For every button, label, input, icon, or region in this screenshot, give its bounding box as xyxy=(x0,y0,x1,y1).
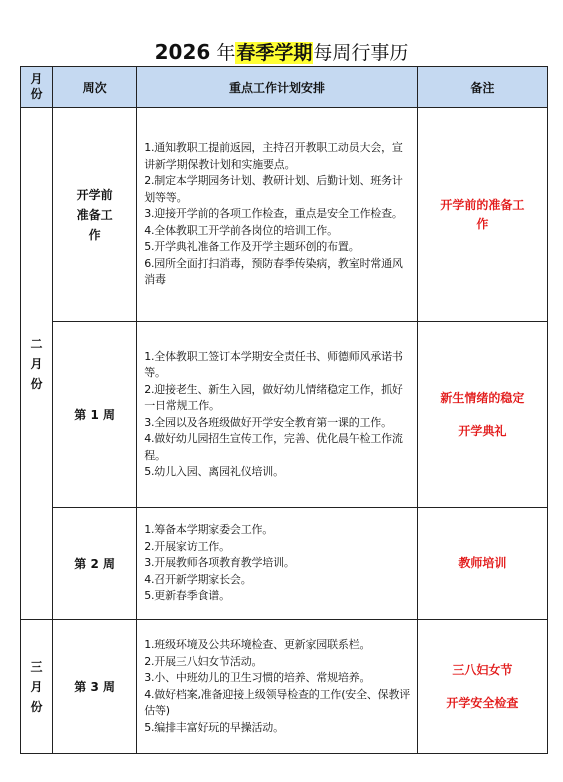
plan-item: 2.开展家访工作。 xyxy=(144,539,230,553)
note-cell xyxy=(417,322,547,508)
note-cell xyxy=(417,620,547,754)
note-cell xyxy=(417,108,547,322)
week-cell: 第 2 周 xyxy=(53,508,137,620)
header-week: 周次 xyxy=(53,67,137,108)
month-cell-mar: 三月份 xyxy=(21,620,53,754)
table-row xyxy=(21,108,548,322)
plan-item: 4.做好档案,准备迎接上级领导检查的工作(安全、保教评估等) xyxy=(144,687,411,717)
week-cell: 开学前准备工作 xyxy=(53,108,137,322)
table-header-row xyxy=(21,67,548,108)
month-cell-feb: 二月份 xyxy=(21,108,53,620)
table-row xyxy=(21,508,548,620)
plan-item: 3.全园以及各班级做好开学安全教育第一课的工作。 xyxy=(144,415,392,429)
plan-item: 2.迎接老生、新生入园，做好幼儿情绪稳定工作，抓好一日常规工作。 xyxy=(144,382,403,412)
plan-item: 2.制定本学期园务计划、教研计划、后勤计划、班务计划等等。 xyxy=(144,174,403,204)
plan-item: 1.班级环境及公共环境检查、更新家园联系栏。 xyxy=(144,638,371,651)
title-year-suffix: 年 xyxy=(216,42,236,64)
note-cell xyxy=(417,508,547,620)
plan-cell xyxy=(137,108,418,322)
plan-item: 5.开学典礼准备工作及开学主题环创的布置。 xyxy=(144,240,360,254)
week-cell: 第 3 周 xyxy=(53,620,137,754)
plan-cell xyxy=(137,620,418,754)
note-text: 开学典礼 xyxy=(458,423,507,438)
plan-item: 6.园所全面打扫消毒，预防春季传染病，教室时常通风消毒 xyxy=(144,256,403,287)
header-month: 月份 xyxy=(21,67,53,108)
header-note: 备注 xyxy=(417,67,547,108)
header-plan: 重点工作计划安排 xyxy=(137,67,418,108)
plan-cell xyxy=(137,322,418,508)
plan-item: 4.召开新学期家长会。 xyxy=(144,572,252,586)
plan-item: 5.更新春季食谱。 xyxy=(144,589,230,603)
plan-item: 3.迎接开学前的各项工作检查，重点是安全工作检查。 xyxy=(144,207,403,221)
note-text: 三八妇女节 xyxy=(452,662,513,677)
note-text: 开学前的准备工作 xyxy=(440,197,525,231)
plan-item: 1.通知教职工提前返园，主持召开教职工动员大会，宣讲新学期保教计划和实施要点。 xyxy=(144,141,403,171)
schedule-table xyxy=(20,66,548,754)
plan-item: 5.编排丰富好玩的早操活动。 xyxy=(144,720,284,734)
note-text: 开学安全检查 xyxy=(446,695,519,710)
plan-item: 1.筹备本学期家委会工作。 xyxy=(144,523,274,537)
note-text: 新生情绪的稳定 xyxy=(440,390,525,405)
title-year: 2026 xyxy=(154,40,211,64)
page-title xyxy=(0,38,563,65)
plan-item: 4.做好幼儿园招生宣传工作，完善、优化晨午检工作流程。 xyxy=(144,432,403,462)
plan-item: 5.幼儿入园、离园礼仪培训。 xyxy=(144,465,284,478)
title-rest: 每周行事历 xyxy=(313,42,409,64)
week-cell: 第 1 周 xyxy=(53,322,137,508)
plan-item: 2.开展三八妇女节活动。 xyxy=(144,654,263,668)
title-highlight: 春季学期 xyxy=(236,42,313,64)
plan-item: 3.开展教师各项教育教学培训。 xyxy=(144,556,295,570)
plan-cell xyxy=(137,508,418,620)
table-row xyxy=(21,322,548,508)
plan-item: 4.全体教职工开学前各岗位的培训工作。 xyxy=(144,223,338,237)
plan-item: 3.小、中班幼儿的卫生习惯的培养、常规培养。 xyxy=(144,671,371,684)
table-row xyxy=(21,620,548,754)
note-text: 教师培训 xyxy=(458,556,507,570)
plan-item: 1.全体教职工签订本学期安全责任书、师德师风承诺书等。 xyxy=(144,349,403,379)
